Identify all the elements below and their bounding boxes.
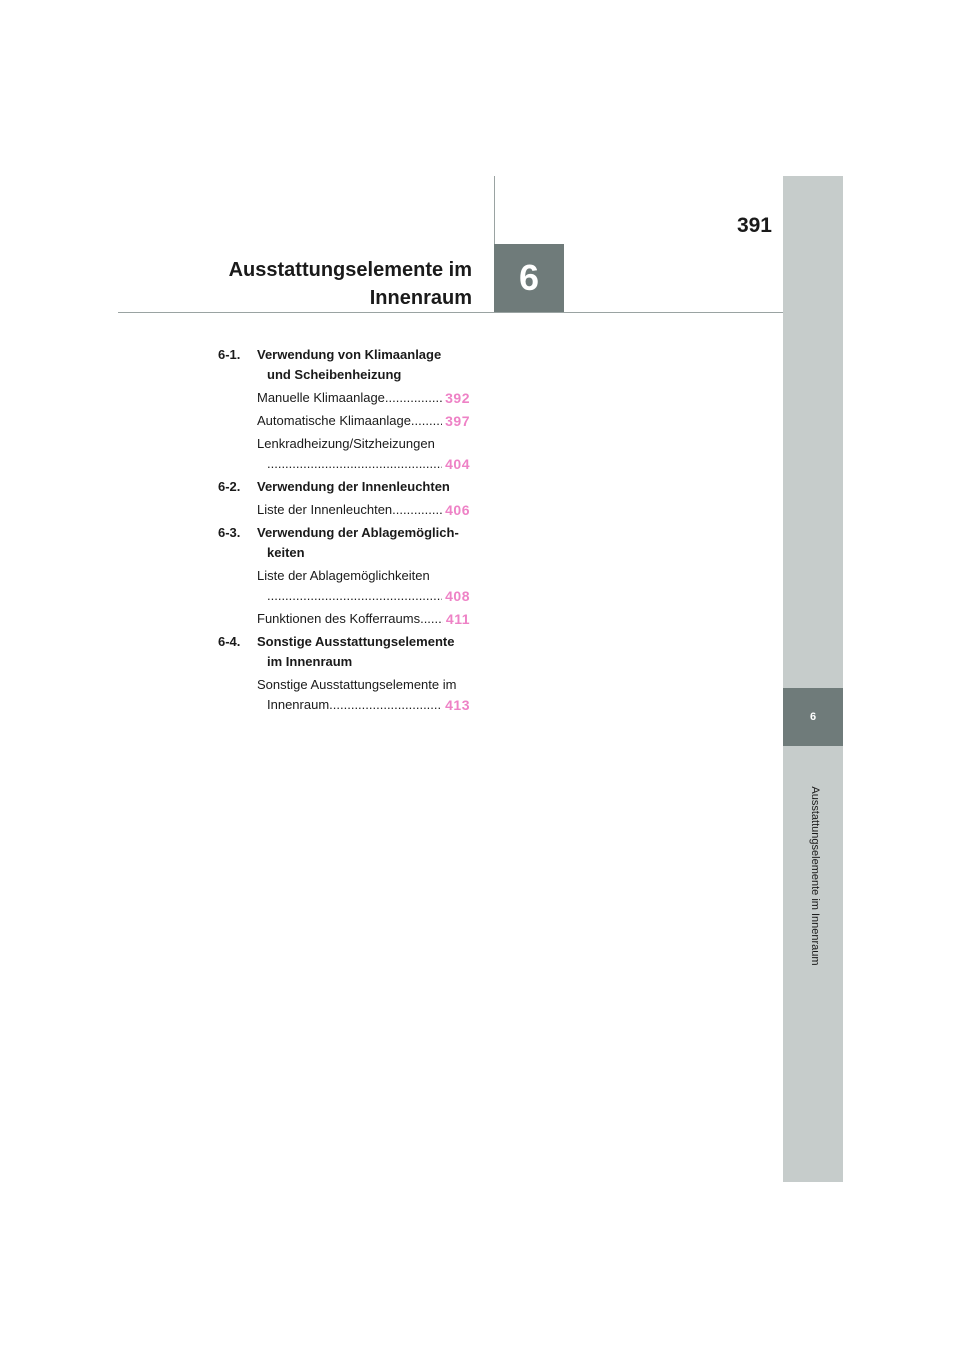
toc-entry[interactable]	[218, 566, 470, 606]
toc-entry[interactable]	[218, 675, 470, 715]
toc-entry[interactable]	[218, 609, 470, 629]
toc-section-number: 6-2.	[218, 479, 241, 494]
toc-leader-dots	[329, 695, 442, 715]
toc-leader-dots	[420, 609, 443, 629]
toc-section-6-3[interactable]	[218, 523, 470, 563]
toc-page-link[interactable]: 392	[445, 390, 470, 406]
toc-entry-title: Liste der Ablagemöglichkeiten	[257, 568, 430, 583]
toc-entry-title: Manuelle Klimaanlage	[257, 390, 385, 405]
toc-entry[interactable]	[218, 500, 470, 520]
header-horizontal-rule	[118, 312, 783, 313]
toc-entry-title: Innenraum	[267, 697, 330, 712]
toc-leader-dots	[392, 500, 442, 520]
chapter-title-line: Innenraum	[369, 287, 472, 309]
toc-leader-dots	[411, 411, 442, 431]
toc-leader-dots	[385, 388, 442, 408]
toc-section-number: 6-1.	[218, 347, 241, 362]
toc-page-link[interactable]: 404	[445, 456, 470, 472]
sidebar-chapter-tab[interactable]: 6	[783, 688, 843, 746]
toc-section-6-4[interactable]	[218, 632, 470, 672]
toc-entry-title: Sonstige Ausstattungselemente im	[257, 677, 457, 692]
toc-section-title: Sonstige Ausstattungselemente	[257, 634, 455, 649]
toc-section-title: Verwendung der Ablagemöglich-	[257, 525, 459, 540]
toc-entry[interactable]	[218, 434, 470, 474]
toc-entry-title: Liste der Innenleuchten	[257, 502, 393, 517]
toc-section-title: im Innenraum	[267, 654, 353, 669]
chapter-title	[200, 256, 472, 312]
toc-entry[interactable]	[218, 388, 470, 408]
toc-entry-title: Lenkradheizung/Sitzheizungen	[257, 436, 435, 451]
toc-leader-dots	[267, 454, 442, 474]
toc-entry-title: Funktionen des Kofferraums	[257, 611, 421, 626]
toc-section-title: und Scheibenheizung	[267, 367, 402, 382]
toc-page-link[interactable]: 408	[445, 588, 470, 604]
toc-entry-title: Automatische Klimaanlage	[257, 413, 411, 428]
chapter-number-box: 6	[494, 244, 564, 312]
toc-section-title: keiten	[267, 545, 305, 560]
chapter-sidebar	[783, 176, 843, 1182]
table-of-contents	[218, 345, 470, 718]
toc-page-link[interactable]: 406	[445, 502, 470, 518]
toc-page-link[interactable]: 411	[445, 611, 470, 627]
toc-page-link[interactable]: 397	[445, 413, 470, 429]
toc-entry[interactable]	[218, 411, 470, 431]
toc-page-link[interactable]: 413	[445, 697, 470, 713]
toc-section-number: 6-3.	[218, 525, 241, 540]
header-vertical-rule	[494, 176, 495, 244]
chapter-title-line: Ausstattungselemente im	[228, 259, 472, 281]
sidebar-chapter-label: Ausstattungselemente im Innenraum	[809, 786, 821, 966]
toc-section-6-2[interactable]	[218, 477, 470, 497]
toc-leader-dots	[267, 586, 442, 606]
page-number: 391	[736, 214, 772, 237]
toc-section-title: Verwendung der Innenleuchten	[257, 479, 450, 494]
toc-section-title: Verwendung von Klimaanlage	[257, 347, 442, 362]
toc-section-6-1[interactable]	[218, 345, 470, 385]
toc-section-number: 6-4.	[218, 634, 241, 649]
